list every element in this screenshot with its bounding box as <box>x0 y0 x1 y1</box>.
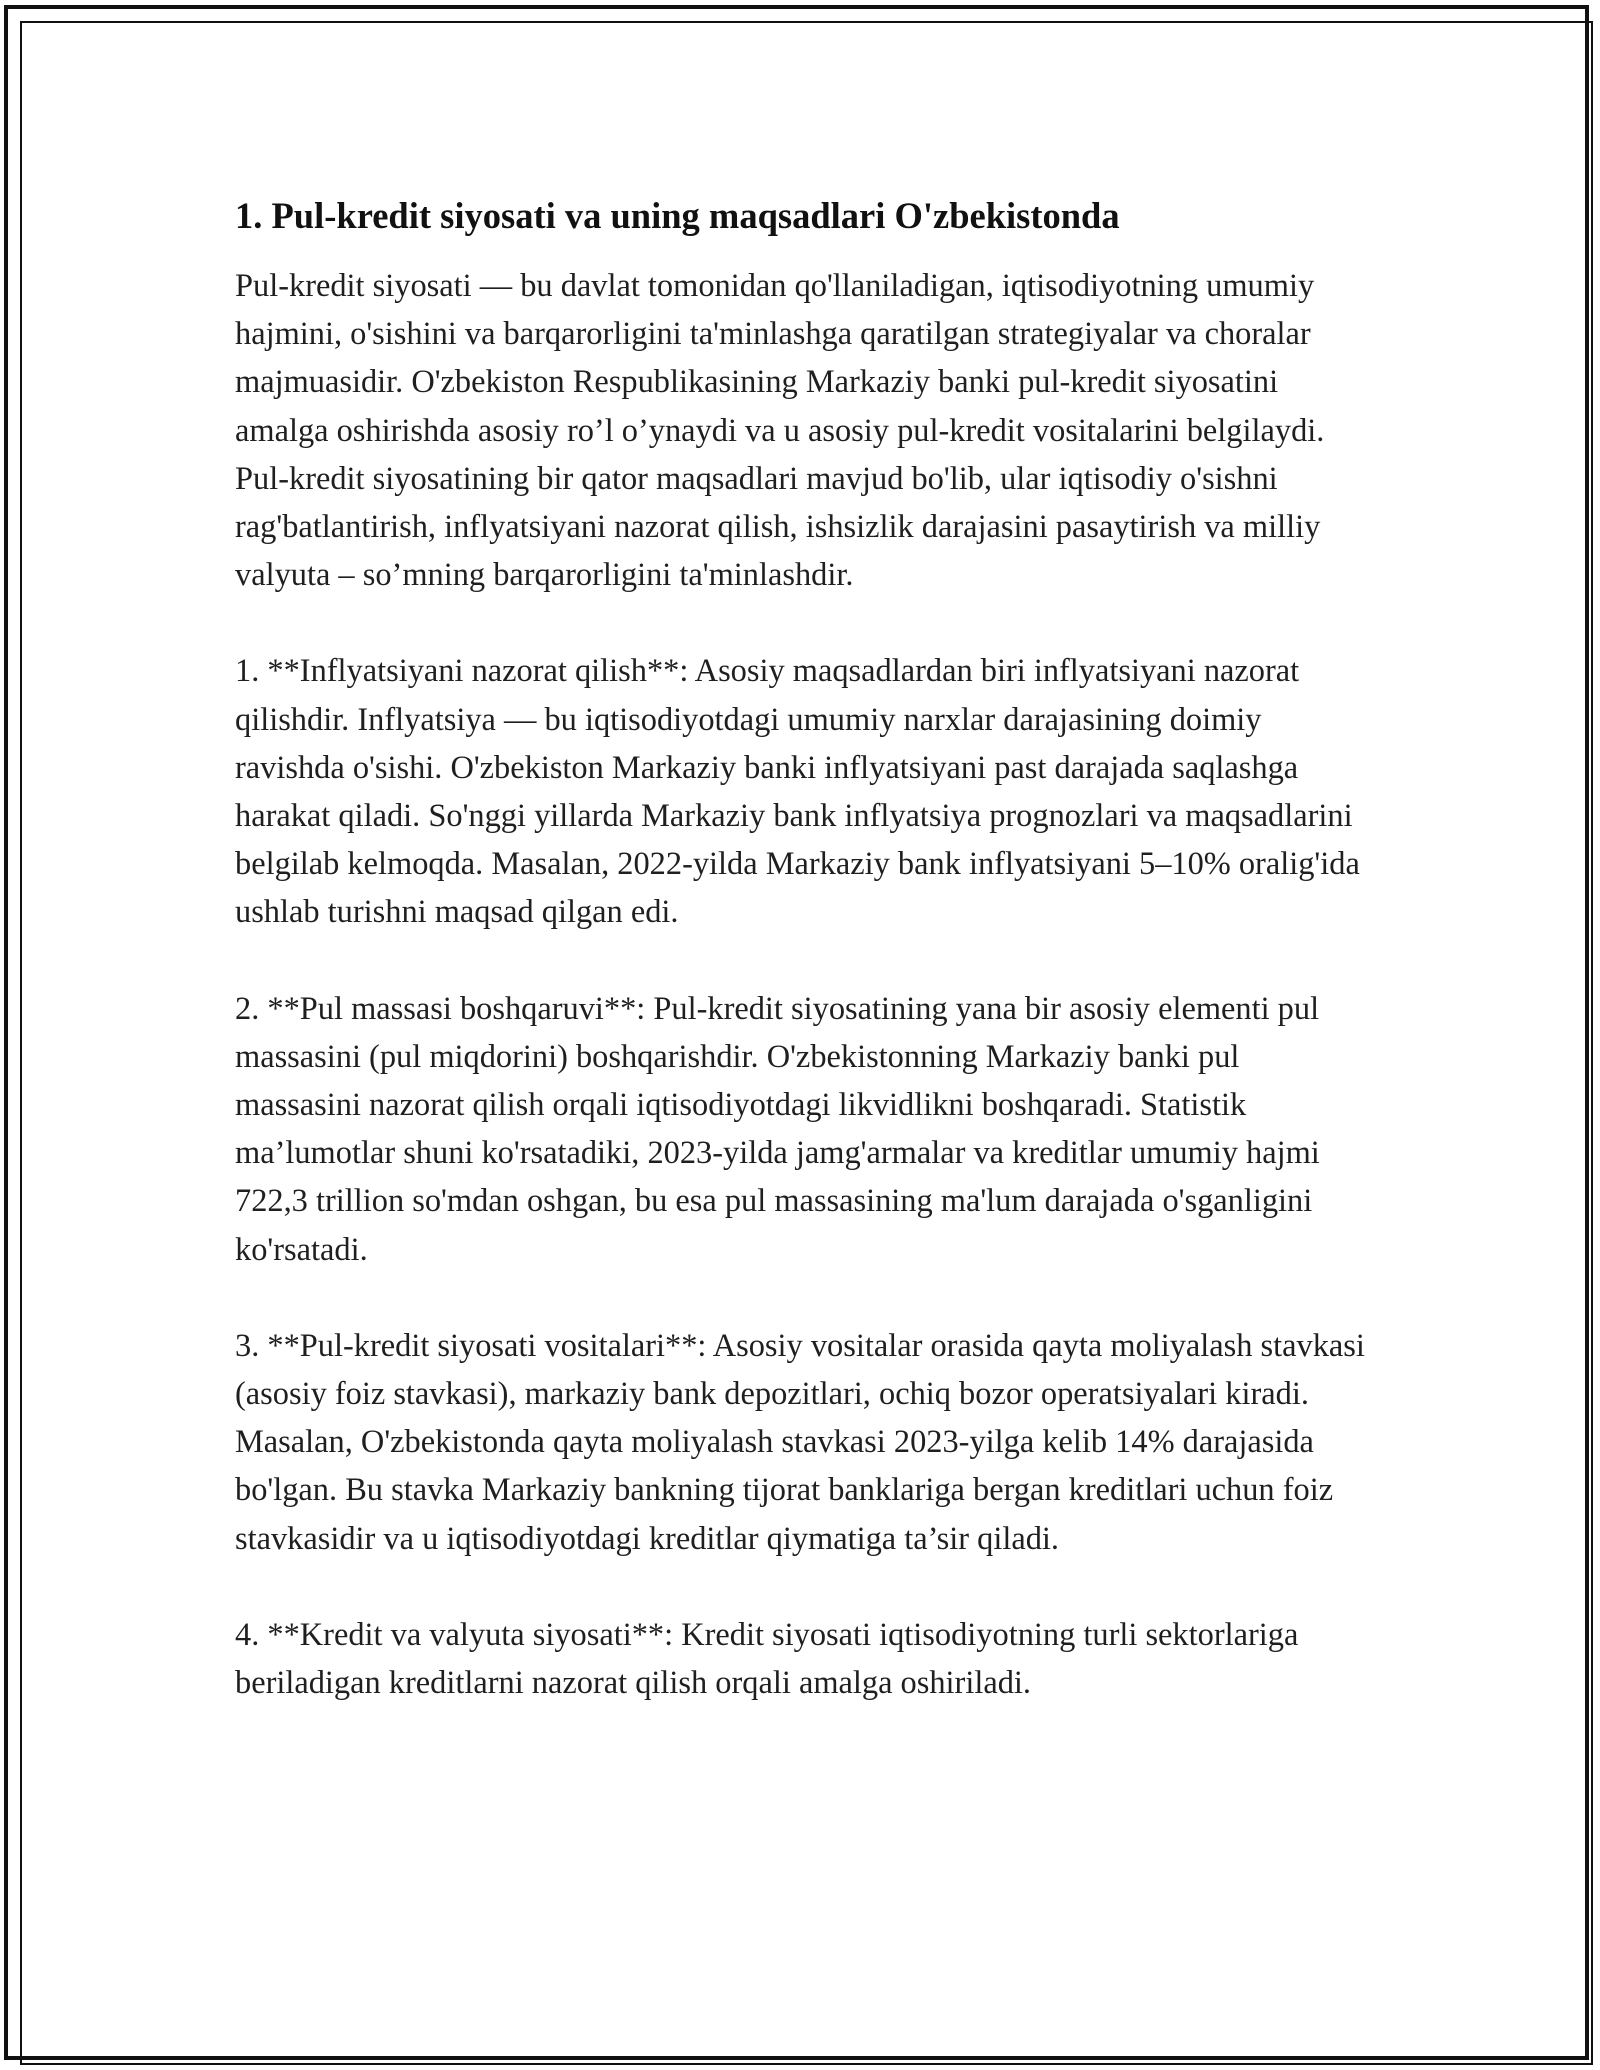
paragraph-money-supply: 2. **Pul massasi boshqaruvi**: Pul-kredit siyosatining yana bir asosiy elementi pul massasini (pul miqdorini) boshqarishdir. O'zbekistonning Markaziy banki pul massasini nazorat qilish orqali iqtisodiyotdagi likvidlikni boshqaradi. Statistik ma’lumotlar shuni ko'rsatadiki, 2023-yilda jamg'armalar va kreditlar umumiy hajmi 722,3 trillion so'mdan oshgan, bu esa pul massasining ma'lum darajada o'sganligini ko'rsatadi. <box>235 990 1320 1268</box>
paragraph-credit-currency-policy: 4. **Kredit va valyuta siyosati**: Kredit siyosati iqtisodiyotning turli sektorlariga beriladigan kreditlarni nazorat qilish orqali amalga oshiriladi. <box>235 1616 1299 1702</box>
paragraph-inflation-control: 1. **Inflyatsiyani nazorat qilish**: Asosiy maqsadlardan biri inflyatsiyani nazorat qilishdir. Inflyatsiya — bu iqtisodiyotdagi umumiy narxlar darajasining doimiy ravishda o'sishi. O'zbekiston Markaziy banki inflyatsiyani past darajada saqlashga harakat qiladi. So'nggi yillarda Markaziy bank inflyatsiya prognozlari va maqsadlarini belgilab kelmoqda. Masalan, 2022-yilda Markaziy bank inflyatsiyani 5–10% oralig'ida ushlab turishni maqsad qilgan edi. <box>235 653 1360 931</box>
section-heading: 1. Pul-kredit siyosati va uning maqsadlari O'zbekistonda <box>235 195 1120 236</box>
paragraph-policy-instruments: 3. **Pul-kredit siyosati vositalari**: Asosiy vositalar orasida qayta moliyalash stavkasi (asosiy foiz stavkasi), markaziy bank depozitlari, ochiq bozor operatsiyalari kiradi. Masalan, O'zbekistonda qayta moliyalash stavkasi 2023-yilga kelib 14% darajasida bo'lgan. Bu stavka Markaziy bankning tijorat banklariga bergan kreditlari uchun foiz stavkasidir va u iqtisodiyotdagi kreditlar qiymatiga ta’sir qiladi. <box>235 1327 1365 1557</box>
intro-paragraph: Pul-kredit siyosati — bu davlat tomonidan qo'llaniladigan, iqtisodiyotning umumiy hajmini, o'sishini va barqarorligini ta'minlashga qaratilgan strategiyalar va choralar majmuasidir. O'zbekiston Respublikasining Markaziy banki pul-kredit siyosatini amalga oshirishda asosiy ro’l o’ynaydi va u asosiy pul-kredit vositalarini belgilaydi. Pul-kredit siyosatining bir qator maqsadlari mavjud bo'lib, ular iqtisodiy o'sishni rag'batlantirish, inflyatsiyani nazorat qilish, ishsizlik darajasini pasaytirish va milliy valyuta – so’mning barqarorligini ta'minlashdir. <box>235 268 1325 594</box>
document-body <box>235 186 1365 1755</box>
